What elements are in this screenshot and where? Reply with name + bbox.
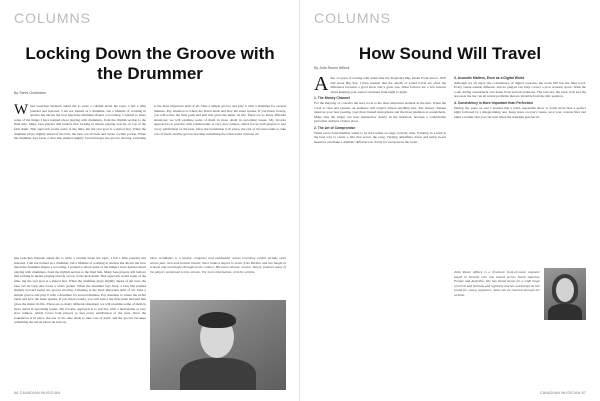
dropcap-w: W [14, 104, 29, 118]
right-acoustics-text: Although we all enjoy the convenience of digital consoles, the room still has the final word. Every venue sounds different, and no plug-in can fully correct a poor acoustic space. Walk the room during soundcheck and listen from several positions. The balcony, the back wall and the area near the bar can all reveal problems that are invisible from the mix position. [454, 80, 586, 99]
subhead-compromise: 2. The Art of Compromise [314, 125, 356, 130]
section-label-left: COLUMNS [14, 10, 92, 26]
right-money-text: For the majority of concerts the lead vocal is the most important element in the mix. When the vocal is clear and present, an audience will forgive almost anything else. The money channel deserves your best preamp, your most trusted microphone and the most attention at soundcheck. Make sure the singer can hear themselves clearly in the monitors, because a comfortable performer delivers a better show. [314, 100, 446, 124]
left-byline: By Steve Goldhaber [14, 91, 47, 95]
right-compromise-text: When every band member wants to be the loudest on stage, nobody wins. Working as a team is the best way to create a mix that serves the song. Turning amplifiers down and using in-ear monitors can make a dramatic difference in clarity for everyone in the room. [314, 130, 446, 144]
left-page-footer: 66 CANADIAN MUSICIAN [14, 391, 61, 395]
left-body-text-cont: hen Gretchen Weinreb asked me to write a column about the topic, I felt a little puzzled and honored. I am not trained as a drummer, but a lifetime of working in studios has shown me how much the drummer shapes a recording. I wanted to share some of the things I have learned about playing with drummers, from the rhythm section to the final mix. Many bass players still believe that locking in means playing exactly on top of the kick drum. That approach works some of the time, but the real goal is a shared feel. When the drummer plays slightly ahead of the beat, the bass can sit back and create a wider pocket. When the drummer lays back, a bass line pushed slightly forward keeps the groove moving. Listening is the most important skill of all. Take a simple groove and play it with a drummer for several minutes. Pay attention to where the hi-hat lands and how the snare speaks. If you listen closely, you will notice the little push and pull that gives the music its life. There are so many different situations; we will examine some of them in more detail in upcoming issues. My favorite approach is to practice with a metronome at very slow tempos, which forces both players to feel every subdivision of the beat. Once the foundation is in place, the rest of the tune tends to take care of itself, and the groove becomes something the whole band can lean on. [14, 256, 146, 325]
right-author-photo [544, 268, 586, 320]
left-headline: Locking Down the Groove with the Drummer [25, 44, 275, 83]
dropcap-a: A [314, 76, 329, 95]
right-column-1 [314, 76, 446, 392]
right-headline: How Sound Will Travel [358, 44, 542, 63]
right-byline: By Julia Rosen Affleck [314, 66, 350, 70]
subhead-money-channel: 1. The Money Channel [314, 96, 350, 101]
left-author-bio: Steve Goldhaber is a bassist, composer and bandleader whose recording credits include work across jazz, rock and musical theater. Steve holds a degree in music from Berklee and has taught at schools and workshops throughout the country. His latest release, Groove Theory, features many of the players mentioned in this column. For more information, visit his website. [150, 256, 286, 274]
right-page-footer: CANADIAN MUSICIAN 67 [539, 391, 586, 395]
subhead-acoustics: 3. Acoustic Matters, Even as a Digital World [454, 76, 525, 80]
right-author-bio: Julia Rosen Affleck is a freelance front-of-house engineer based in Toronto who has toured across North America, Europe and Australia. She has mixed shows for a wide range of artists and festivals and regularly teaches workshops on live sound for young engineers. Julia can be reached through her website. [454, 270, 540, 297]
subhead-consistency: 4. Consistency is More Important than Perfection [454, 100, 533, 105]
left-article-body [14, 104, 286, 252]
section-label-right: COLUMNS [314, 10, 392, 26]
left-body-text: hen Gretchen Weinreb asked me to write a column about the topic, I felt a little puzzled and honored. I am not trained as a drummer, but a lifetime of working in studios has shown me how much the drummer shapes a recording. I wanted to share some of the things I have learned about playing with drummers, from the rhythm section to the final mix. Many bass players still believe that locking in means playing exactly on top of the kick drum. That approach works some of the time, but the real goal is a shared feel. When the drummer plays slightly ahead of the beat, the bass can sit back and create a wider pocket. When the drummer lays back, a bass line pushed slightly forward keeps the groove moving. Listening is the most important skill of all. Take a simple groove and play it with a drummer for several minutes. Pay attention to where the hi-hat lands and how the snare speaks. If you listen closely, you will notice the little push and pull that gives the music its life. There are so many different situations; we will examine some of them in more detail in upcoming issues. My favorite approach is to practice with a metronome at very slow tempos, which forces both players to feel every subdivision of the beat. Once the foundation is in place, the rest of the tune tends to take care of itself, and the groove becomes something the whole band can lean on. [14, 104, 286, 141]
right-page [300, 0, 600, 401]
right-consistency-text: During my years on tour I learned that a solid, repeatable show is worth more than a perfect night followed by a disappointing one. Keep notes on every venue, save your console files and build a routine that you can trust when the schedule gets hectic. [454, 105, 586, 119]
right-intro-text: fter 12 years of touring with artists like the Tragically Hip, Death From Above 1979 and Great Big Sea, I have learned that the details of sound travel are often the difference between a good show and a great one. What follows are a few lessons about keeping your sound consistent from night to night. [330, 76, 446, 94]
left-body-continued [14, 256, 146, 386]
left-author-photo [150, 300, 286, 390]
right-column-2 [454, 76, 586, 266]
